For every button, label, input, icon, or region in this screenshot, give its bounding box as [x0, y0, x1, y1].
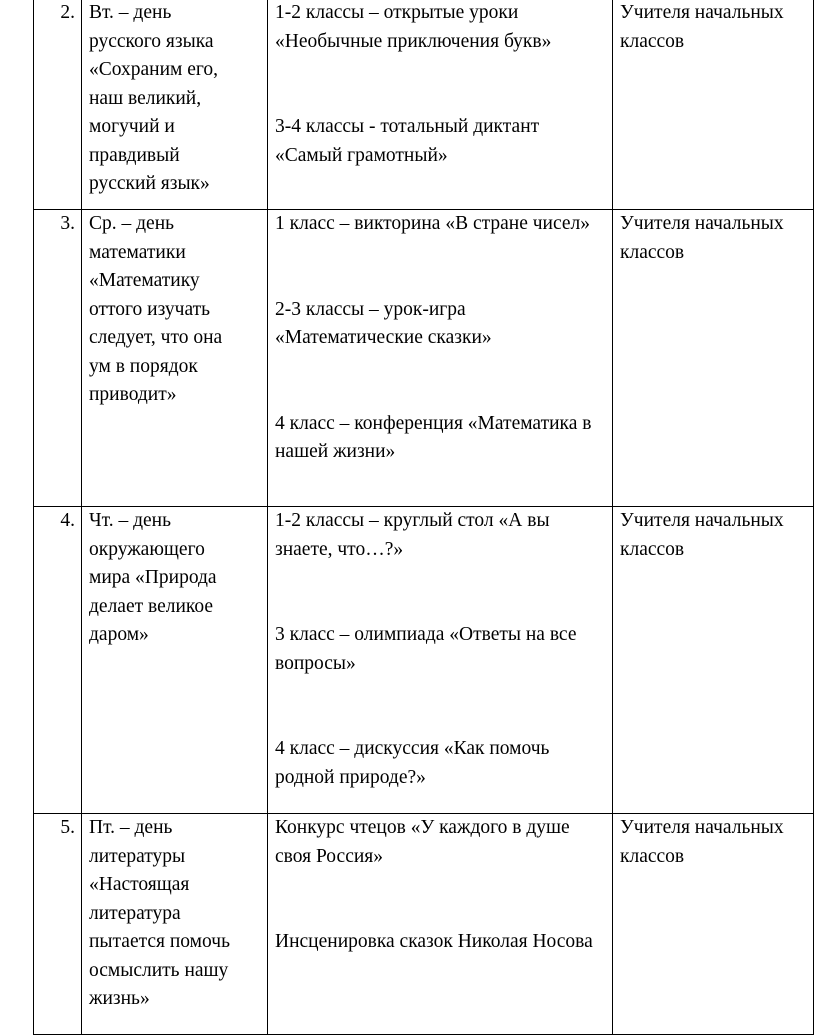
table-row: [34, 0, 814, 210]
event-item: Конкурс чтецов «У каждого в душе своя Россия»: [275, 817, 570, 867]
responsible-cell: Учителя начальных классов: [613, 507, 814, 814]
event-item: 3 класс – олимпиада «Ответы на все вопросы»: [275, 624, 577, 674]
event-item: Инсценировка сказок Николая Носова: [275, 931, 593, 952]
events-cell: [268, 814, 613, 1035]
table-row: [34, 507, 814, 814]
day-theme: Чт. – день окружающего мира «Природа делает великое даром»: [82, 507, 268, 814]
event-item: 4 класс – дискуссия «Как помочь родной природе?»: [275, 738, 550, 788]
event-item: 3-4 классы - тотальный диктант «Самый грамотный»: [275, 116, 540, 166]
table-row: [34, 210, 814, 507]
responsible-cell: Учителя начальных классов: [613, 210, 814, 507]
events-cell: [268, 507, 613, 814]
event-item: 1 класс – викторина «В стране чисел»: [275, 213, 591, 234]
day-theme: Ср. – день математики «Математику оттого изучать следует, что она ум в порядок приводит»: [82, 210, 268, 507]
responsible-cell: Учителя начальных классов: [613, 814, 814, 1035]
event-item: 4 класс – конференция «Математика в нашей жизни»: [275, 412, 592, 462]
events-cell: [268, 0, 613, 210]
event-item: 1-2 классы – круглый стол «А вы знаете, что…?»: [275, 510, 550, 560]
day-theme: Вт. – день русского языка «Сохраним его, наш великий, могучий и правдивый русский язык»: [82, 0, 268, 210]
row-number: 4.: [34, 507, 82, 814]
row-number: 3.: [34, 210, 82, 507]
row-number: 5.: [34, 814, 82, 1035]
event-item: 1-2 классы – открытые уроки «Необычные приключения букв»: [275, 2, 552, 52]
events-cell: [268, 210, 613, 507]
responsible-cell: Учителя начальных классов: [613, 0, 814, 210]
event-item: 2-3 классы – урок-игра «Математические сказки»: [275, 298, 492, 348]
row-number: 2.: [34, 0, 82, 210]
schedule-table: [33, 0, 814, 1035]
day-theme: Пт. – день литературы «Настоящая литература пытается помочь осмыслить нашу жизнь»: [82, 814, 268, 1035]
table-row: [34, 814, 814, 1035]
